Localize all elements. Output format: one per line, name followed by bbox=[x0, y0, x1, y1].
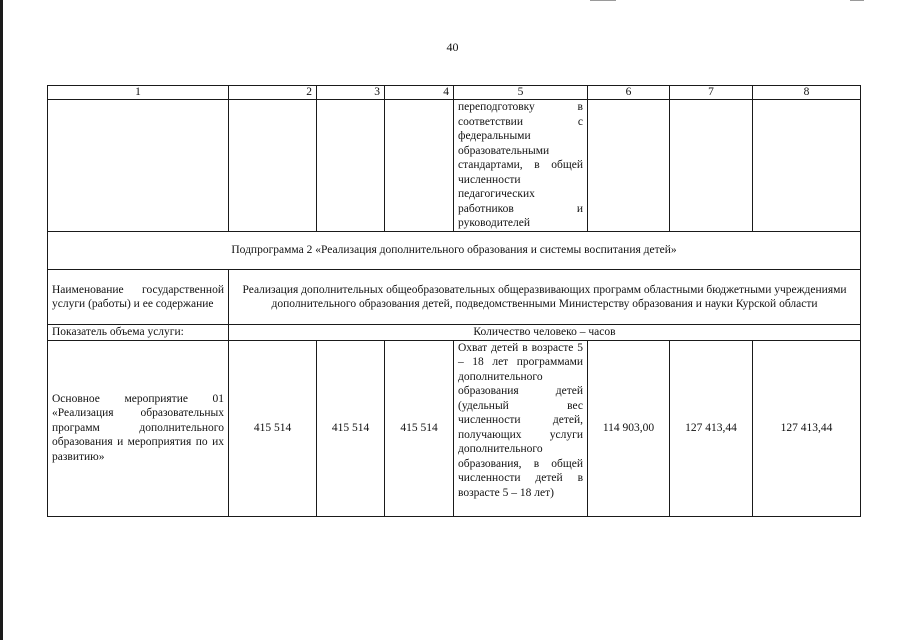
continuation-row bbox=[48, 100, 861, 232]
value-cell: 415 514 bbox=[229, 340, 317, 516]
column-number: 1 bbox=[48, 86, 229, 100]
indicator-value: Количество человеко – часов bbox=[229, 325, 861, 341]
value-cell: 127 413,44 bbox=[670, 340, 753, 516]
scan-edge bbox=[0, 0, 3, 640]
service-value: Реализация дополнительных общеобразовательных общеразвивающих программ областными бюджетными учреждениями дополнительного образования детей, подведомственными Министерству образования и науки Курской области bbox=[229, 270, 861, 325]
table-cell bbox=[48, 100, 229, 232]
column-number-row bbox=[48, 86, 861, 100]
subprogram-row bbox=[48, 232, 861, 270]
indicator-row bbox=[48, 325, 861, 341]
budget-table bbox=[47, 85, 861, 517]
table-cell bbox=[588, 100, 670, 232]
scan-mark bbox=[850, 0, 864, 1]
value-cell: 415 514 bbox=[317, 340, 385, 516]
page-number: 40 bbox=[446, 40, 459, 54]
subprogram-title: Подпрограмма 2 «Реализация дополнительного образования и системы воспитания детей» bbox=[48, 232, 861, 270]
table-cell bbox=[753, 100, 861, 232]
column-number: 2 bbox=[229, 86, 317, 100]
column-number: 3 bbox=[317, 86, 385, 100]
table-cell bbox=[385, 100, 454, 232]
value-cell: 415 514 bbox=[385, 340, 454, 516]
indicator-text: переподготовку в соответствии с федеральными образовательными стандартами, в общей численности педагогических работников и руководителей bbox=[454, 100, 588, 232]
column-number: 4 bbox=[385, 86, 454, 100]
service-row bbox=[48, 270, 861, 325]
table-cell bbox=[229, 100, 317, 232]
table-cell bbox=[670, 100, 753, 232]
activity-name: Основное мероприятие 01 «Реализация образовательных программ дополнительного образования и мероприятия по их развитию» bbox=[48, 340, 229, 516]
indicator-label: Показатель объема услуги: bbox=[48, 325, 229, 341]
column-number: 7 bbox=[670, 86, 753, 100]
value-cell: 127 413,44 bbox=[753, 340, 861, 516]
scan-mark bbox=[590, 0, 616, 1]
service-label: Наименование государственной услуги (работы) и ее содержание bbox=[48, 270, 229, 325]
column-number: 6 bbox=[588, 86, 670, 100]
table-cell bbox=[317, 100, 385, 232]
column-number: 5 bbox=[454, 86, 588, 100]
column-number: 8 bbox=[753, 86, 861, 100]
value-cell: 114 903,00 bbox=[588, 340, 670, 516]
indicator-text: Охват детей в возрасте 5 – 18 лет программами дополнительного образования детей (удельный вес численности детей, получающих услуги дополнительного образования, в общей численности детей в возрасте 5 – 18 лет) bbox=[454, 340, 588, 516]
activity-row bbox=[48, 340, 861, 516]
